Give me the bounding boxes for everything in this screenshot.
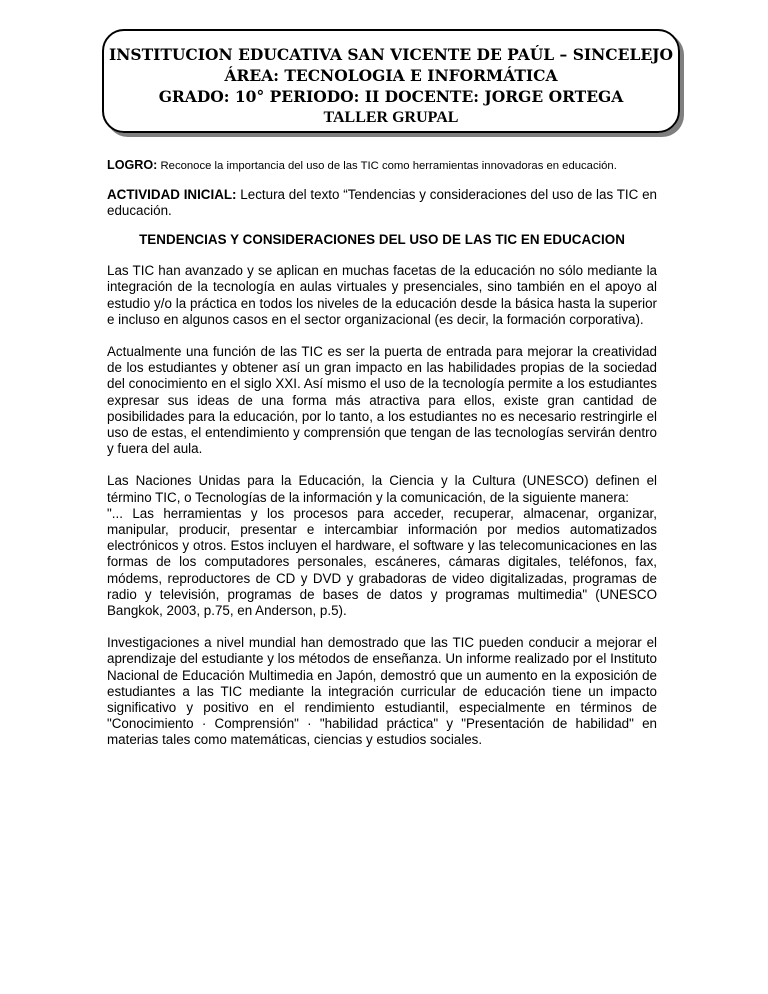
logro-text: Reconoce la importancia del uso de las TIC como herramientas innovadoras en educación. — [157, 160, 617, 172]
logro-paragraph — [107, 158, 657, 174]
actividad-label: ACTIVIDAD INICIAL: — [107, 186, 237, 202]
school-name: INSTITUCION EDUCATIVA SAN VICENTE DE PAÚL – SINCELEJO — [108, 45, 674, 64]
paragraph-3: Las Naciones Unidas para la Educación, la Ciencia y la Cultura (UNESCO) definen el término TIC, o Tecnologías de la información y la comunicación, de la siguiente manera: — [107, 473, 657, 505]
section-title: TENDENCIAS Y CONSIDERACIONES DEL USO DE LAS TIC EN EDUCACION — [139, 231, 625, 247]
subject-area: ÁREA: TECNOLOGIA E INFORMÁTICA — [224, 66, 558, 85]
document-header — [102, 29, 680, 133]
actividad-text: Lectura del texto “Tendencias y consideraciones del uso de las TIC en educación. — [107, 186, 657, 218]
paragraph-5: Investigaciones a nivel mundial han demostrado que las TIC pueden conducir a mejorar el aprendizaje del estudiante y los métodos de enseñanza. Un informe realizado por el Instituto Nacional de Educación Multimedia en Japón, demostró que un aumento en la exposición de estudiantes a las TIC mediante la integración curricular de educación tiene un impacto significativo y positivo en el rendimiento estudiantil, especialmente en términos de "Conocimiento · Comprensión" · "habilidad práctica" y "Presentación de habilidad" en materias tales como matemáticas, ciencias y estudios sociales. — [107, 635, 657, 748]
grade-period-teacher: GRADO: 10° PERIODO: II DOCENTE: JORGE ORTEGA — [158, 87, 624, 106]
paragraph-1: Las TIC han avanzado y se aplican en muchas facetas de la educación no sólo mediante la integración de la tecnología en aulas virtuales y presenciales, sino también en el apoyo al estudio y/o la práctica en todos los niveles de la educación desde la básica hasta la superior e incluso en algunos casos en el sector organizacional (es decir, la formación corporativa). — [107, 263, 657, 327]
paragraph-4-quote: "... Las herramientas y los procesos para acceder, recuperar, almacenar, organizar, manipular, producir, presentar e intercambiar información por medios automatizados electrónicos y otros. Estos incluyen el hardware, el software y las telecomunicaciones en las formas de los computadores personales, escáneres, cámaras digitales, teléfonos, fax, módems, reproductores de CD y DVD y grabadoras de video digitalizadas, programas de radio y televisión, programas de bases de datos y programas multimedia" (UNESCO Bangkok, 2003, p.75, en Anderson, p.5). — [107, 505, 657, 618]
actividad-paragraph — [107, 187, 657, 219]
logro-label: LOGRO: — [107, 158, 158, 172]
paragraph-2: Actualmente una función de las TIC es ser la puerta de entrada para mejorar la creatividad de los estudiantes y obtener así un gran impacto en las habilidades propias de la sociedad del conocimiento en el siglo XXI. Así mismo el uso de la tecnología permite a los estudiantes expresar sus ideas de una forma más atractiva para ellos, existe gran cantidad de posibilidades para la educación, por lo tanto, a los estudiantes no es necesario restringirle el uso de estas, el entendimiento y comprensión que tengan de las tecnologías servirán dentro y fuera del aula. — [107, 343, 657, 457]
workshop-title: TALLER GRUPAL — [323, 109, 459, 126]
document-body — [107, 158, 657, 765]
